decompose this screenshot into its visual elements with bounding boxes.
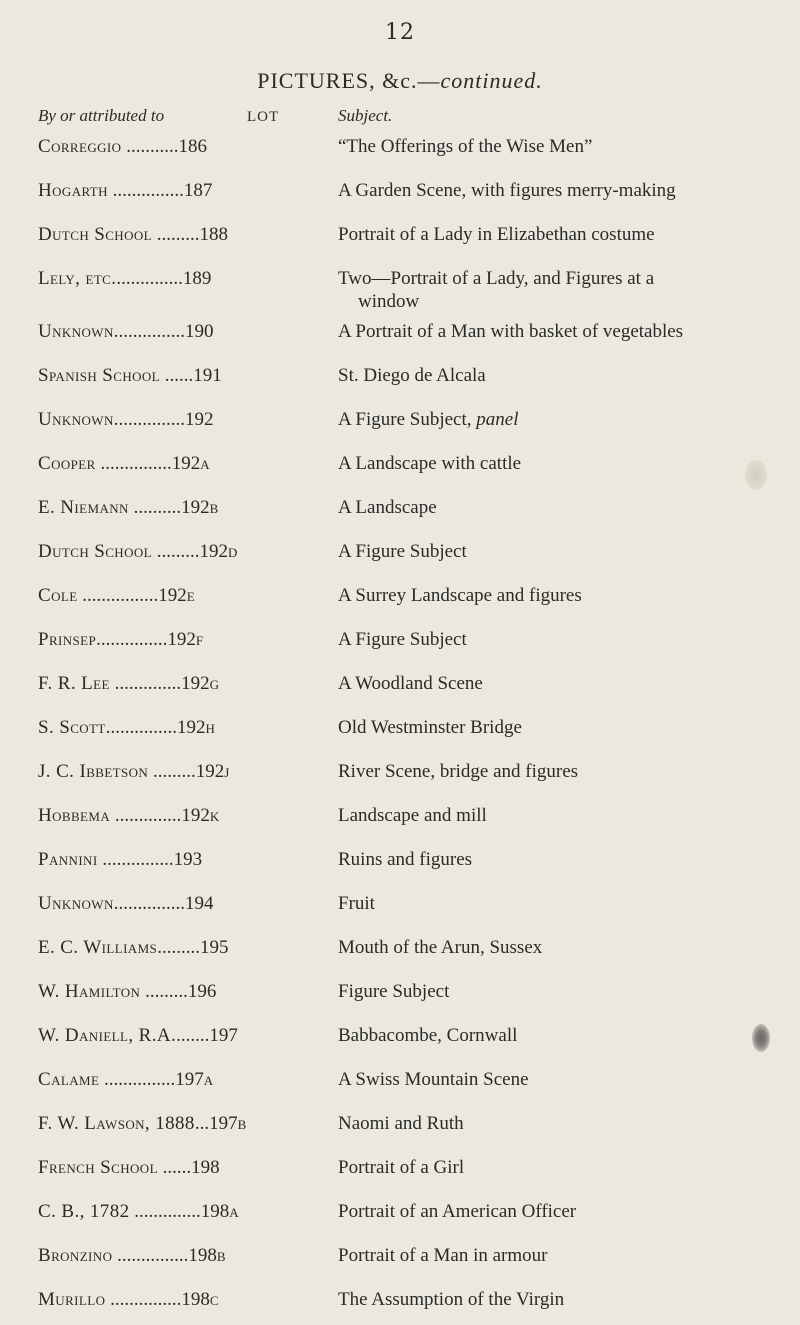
subject-text: Landscape and mill [338, 805, 487, 826]
subject-continuation: window [358, 291, 420, 312]
entry-artist-cell [38, 1024, 338, 1047]
artist-name: Cooper [38, 453, 96, 474]
entry-subject [338, 320, 783, 343]
catalogue-entry [38, 665, 783, 709]
leader-dots: .............. [109, 673, 182, 694]
lot-number: 194 [184, 893, 214, 914]
catalogue-entry [38, 1193, 783, 1237]
catalogue-entry [38, 973, 783, 1017]
leader-dots: ...... [157, 1157, 192, 1178]
subject-text: A Figure Subject [338, 541, 467, 562]
artist-name: Murillo [38, 1289, 106, 1310]
leader-dots: .......... [128, 497, 182, 518]
artist-name: Unknown [38, 321, 114, 342]
artist-name: Unknown [38, 893, 114, 914]
artist-name: Spanish School [38, 365, 161, 386]
artist-name: Dutch School [38, 541, 153, 562]
page-heading [0, 68, 800, 94]
catalogue-entry [38, 929, 783, 973]
subject-text: A Landscape with cattle [338, 453, 522, 474]
catalogue-entry [38, 489, 783, 533]
leader-dots: ............... [113, 893, 185, 914]
entry-artist-cell [38, 267, 338, 290]
lot-number: 198c [181, 1289, 219, 1310]
leader-dots: ................ [77, 585, 159, 606]
leader-dots: ......... [152, 224, 200, 245]
column-header-artist: By or attributed to [38, 106, 165, 125]
catalogue-entry [38, 797, 783, 841]
entry-subject [338, 223, 783, 246]
leader-dots: ........... [121, 136, 179, 157]
artist-name: E. C. Williams [38, 937, 158, 958]
subject-text: A Landscape [338, 497, 437, 518]
lot-number: 192f [167, 629, 204, 650]
paper-stain [745, 460, 767, 490]
entry-artist-cell [38, 980, 338, 1003]
artist-name: Pannini [38, 849, 98, 870]
entry-subject [338, 1288, 783, 1311]
leader-dots: ............... [96, 629, 168, 650]
artist-name: J. C. Ibbetson [38, 761, 149, 782]
entry-subject [338, 1024, 783, 1047]
lot-number: 196 [187, 981, 217, 1002]
subject-text: Portrait of an American Officer [338, 1201, 577, 1222]
entry-subject [338, 716, 783, 739]
artist-name: Cole [38, 585, 78, 606]
entry-artist-cell [38, 135, 338, 158]
artist-name: S. Scott [38, 717, 106, 738]
subject-text: Fruit [338, 893, 375, 914]
artist-name: Calame [38, 1069, 100, 1090]
entry-subject [338, 760, 783, 783]
entry-artist-cell [38, 540, 338, 563]
artist-name: C. B., 1782 [38, 1201, 130, 1222]
lot-number: 192b [181, 497, 219, 518]
leader-dots: ......... [148, 761, 196, 782]
catalogue-entry [38, 709, 783, 753]
artist-name: Bronzino [38, 1245, 113, 1266]
subject-text: St. Diego de Alcala [338, 365, 486, 386]
catalogue-entry [38, 533, 783, 577]
leader-dots: ............... [107, 180, 184, 201]
lot-number: 191 [193, 365, 222, 386]
lot-number: 195 [199, 937, 229, 958]
lot-number: 190 [184, 321, 214, 342]
entry-artist-cell [38, 1156, 338, 1179]
subject-text: Figure Subject [338, 981, 450, 1002]
entry-artist-cell [38, 320, 338, 343]
artist-name: F. R. Lee [38, 673, 110, 694]
entry-artist-cell [38, 1288, 338, 1311]
entry-subject [338, 1244, 783, 1267]
leader-dots: ... [194, 1113, 210, 1134]
entry-subject [338, 804, 783, 827]
subject-text: A Garden Scene, with figures merry-making [338, 180, 676, 201]
entry-subject [338, 848, 783, 871]
entry-artist-cell [38, 760, 338, 783]
subject-text: River Scene, bridge and figures [338, 761, 579, 782]
leader-dots: ............... [112, 1245, 189, 1266]
entry-subject [338, 179, 783, 202]
subject-text: Ruins and figures [338, 849, 473, 870]
entry-artist-cell [38, 584, 338, 607]
entry-artist-cell [38, 408, 338, 431]
catalogue-entry [38, 357, 783, 401]
catalogue-entry [38, 1017, 783, 1061]
subject-text: The Assumption of the Virgin [338, 1289, 565, 1310]
catalogue-entry [38, 885, 783, 929]
lot-number: 192 [184, 409, 214, 430]
leader-dots: ............... [97, 849, 174, 870]
lot-number: 197b [209, 1113, 247, 1134]
leader-dots: ............... [99, 1069, 176, 1090]
subject-text: A Woodland Scene [338, 673, 483, 694]
leader-dots: ............... [105, 717, 178, 738]
catalogue-entry [38, 445, 783, 489]
heading-continued: continued. [440, 68, 543, 93]
entry-subject [338, 1156, 783, 1179]
lot-number: 192e [158, 585, 195, 606]
entry-subject [338, 452, 783, 475]
leader-dots: ......... [140, 981, 188, 1002]
page-number: 12 [385, 20, 415, 45]
entry-artist-cell [38, 1112, 338, 1135]
entry-subject [338, 584, 783, 607]
catalogue-entry [38, 753, 783, 797]
leader-dots: ......... [157, 937, 200, 958]
lot-number: 189 [182, 268, 212, 289]
entry-subject [338, 1112, 783, 1135]
lot-number: 192g [181, 673, 219, 694]
subject-text: A Surrey Landscape and figures [338, 585, 582, 606]
catalogue-entry [38, 1281, 783, 1325]
entry-subject [338, 540, 783, 563]
artist-name: F. W. Lawson, 1888 [38, 1113, 195, 1134]
catalogue-entry [38, 1105, 783, 1149]
entry-subject [338, 408, 783, 431]
entry-artist-cell [38, 804, 338, 827]
entry-subject [338, 892, 783, 915]
column-header-subject: Subject. [338, 106, 393, 125]
catalogue-entry [38, 1061, 783, 1105]
entry-subject [338, 135, 783, 158]
entry-artist-cell [38, 848, 338, 871]
catalogue-entry [38, 1149, 783, 1193]
lot-number: 197a [175, 1069, 214, 1090]
subject-text: A Figure Subject, panel [338, 409, 519, 430]
entry-artist-cell [38, 936, 338, 959]
lot-number: 192k [181, 805, 220, 826]
catalogue-entry [38, 401, 783, 445]
leader-dots: ............... [95, 453, 172, 474]
lot-number: 198b [188, 1245, 226, 1266]
artist-name: Unknown [38, 409, 114, 430]
entry-subject [338, 628, 783, 651]
leader-dots: ............... [113, 321, 185, 342]
catalogue-entry [38, 621, 783, 665]
artist-name: Lely, etc. [38, 268, 117, 289]
subject-text: Babbacombe, Cornwall [338, 1025, 518, 1046]
entry-subject [338, 936, 783, 959]
lot-number: 193 [173, 849, 203, 870]
lot-number: 198a [200, 1201, 239, 1222]
artist-name: Dutch School [38, 224, 153, 245]
leader-dots: ......... [152, 541, 200, 562]
artist-name: Prinsep [38, 629, 97, 650]
entry-artist-cell [38, 1068, 338, 1091]
entry-artist-cell [38, 179, 338, 202]
subject-text: Naomi and Ruth [338, 1113, 464, 1134]
entry-subject [338, 672, 783, 695]
catalogue-list [38, 128, 783, 1325]
lot-number: 192h [177, 717, 215, 738]
entry-artist-cell [38, 496, 338, 519]
catalogue-entry [38, 313, 783, 357]
entry-subject [338, 1068, 783, 1091]
subject-text: A Figure Subject [338, 629, 467, 650]
catalogue-entry [38, 172, 783, 216]
artist-name: W. Hamilton [38, 981, 141, 1002]
entry-subject [338, 1200, 783, 1223]
lot-number: 192d [199, 541, 238, 562]
ink-blot [752, 1024, 770, 1052]
subject-text: Portrait of a Man in armour [338, 1245, 548, 1266]
lot-number: 198 [191, 1157, 220, 1178]
lot-number: 187 [183, 180, 213, 201]
entry-subject [338, 980, 783, 1003]
subject-text: Mouth of the Arun, Sussex [338, 937, 543, 958]
subject-text: Old Westminster Bridge [338, 717, 522, 738]
catalogue-entry [38, 260, 783, 313]
entry-artist-cell [38, 452, 338, 475]
catalogue-entry [38, 1237, 783, 1281]
entry-subject [338, 267, 783, 313]
leader-dots: ............... [113, 409, 185, 430]
entry-artist-cell [38, 1244, 338, 1267]
medium-note: panel [476, 409, 519, 430]
subject-text: “The Offerings of the Wise Men” [338, 136, 593, 157]
subject-text: Portrait of a Lady in Elizabethan costume [338, 224, 655, 245]
lot-number: 192j [195, 761, 230, 782]
catalogue-entry [38, 577, 783, 621]
entry-subject [338, 496, 783, 519]
catalogue-entry [38, 216, 783, 260]
entry-subject [338, 364, 783, 387]
heading-main: PICTURES, &c.— [257, 68, 441, 93]
leader-dots: .............. [110, 805, 182, 826]
entry-artist-cell [38, 716, 338, 739]
entry-artist-cell [38, 892, 338, 915]
leader-dots: .............. [129, 1201, 201, 1222]
subject-text: Two—Portrait of a Lady, and Figures at a [338, 268, 655, 289]
lot-number: 192a [171, 453, 210, 474]
lot-number: 197 [209, 1025, 238, 1046]
leader-dots: ....... [176, 1025, 210, 1046]
entry-artist-cell [38, 672, 338, 695]
entry-artist-cell [38, 628, 338, 651]
artist-name: French School [38, 1157, 158, 1178]
leader-dots: .............. [116, 268, 183, 289]
subject-text: A Swiss Mountain Scene [338, 1069, 529, 1090]
column-header-lot: LOT [247, 109, 280, 125]
lot-number: 188 [199, 224, 229, 245]
leader-dots: ...... [160, 365, 194, 386]
artist-name: Hobbema [38, 805, 111, 826]
subject-text: Portrait of a Girl [338, 1157, 465, 1178]
lot-number: 186 [178, 136, 207, 157]
entry-artist-cell [38, 364, 338, 387]
artist-name: Correggio [38, 136, 122, 157]
artist-name: W. Daniell, R.A. [38, 1025, 177, 1046]
entry-artist-cell [38, 1200, 338, 1223]
leader-dots: ............... [105, 1289, 182, 1310]
subject-text: A Portrait of a Man with basket of vegetables [338, 321, 684, 342]
artist-name: Hogarth [38, 180, 108, 201]
catalogue-entry [38, 841, 783, 885]
artist-name: E. Niemann [38, 497, 129, 518]
catalogue-entry [38, 128, 783, 172]
entry-artist-cell [38, 223, 338, 246]
